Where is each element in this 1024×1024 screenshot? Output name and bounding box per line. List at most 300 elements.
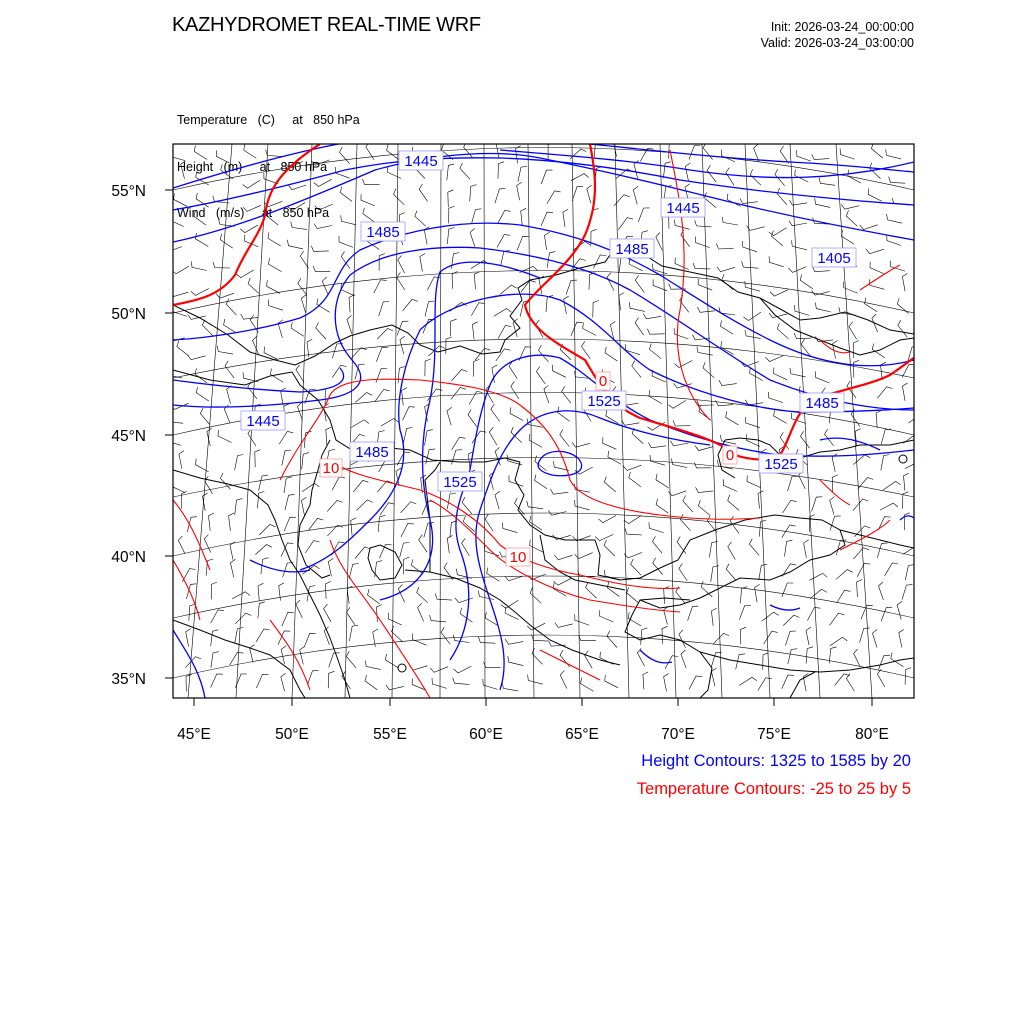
height-label: [661, 198, 705, 217]
wind-barb: [235, 613, 251, 624]
wind-barb: [889, 177, 906, 184]
wind-barb: [902, 585, 912, 600]
wind-barb: [662, 626, 668, 643]
wind-barb: [474, 272, 479, 290]
lat-label: 45°N: [111, 428, 146, 445]
wind-barb: [327, 500, 343, 511]
wind-barb: [897, 601, 902, 619]
wind-barb: [788, 267, 806, 273]
axis-ticks: [165, 190, 872, 706]
wind-barb: [528, 675, 543, 685]
wind-barb: [313, 266, 330, 272]
wind-barb: [575, 500, 590, 510]
wind-barb: [498, 211, 511, 224]
wind-barb: [653, 558, 663, 575]
wind-barb: [397, 273, 405, 291]
wind-barb: [258, 583, 263, 601]
wind-barb: [795, 305, 810, 315]
wind-barb: [789, 221, 807, 226]
wind-barb: [693, 263, 710, 269]
wind-barb: [401, 524, 414, 537]
wind-barb: [283, 563, 294, 578]
wind-barb: [279, 432, 293, 445]
wind-barb: [853, 341, 859, 358]
wind-barb: [719, 380, 737, 385]
wind-barb: [726, 411, 739, 425]
wind-barb: [575, 614, 589, 625]
svg-text:10: 10: [322, 460, 340, 477]
wind-barb: [548, 143, 554, 160]
wind-barb: [877, 387, 892, 399]
field-wind: Wind (m/s) at 850 hPa: [177, 206, 330, 220]
wind-barb: [629, 472, 641, 487]
svg-text:0: 0: [725, 447, 735, 464]
temperature-label: [723, 446, 737, 464]
wind-barb: [663, 162, 671, 178]
wind-barb: [447, 228, 454, 245]
wind-barb: [575, 467, 593, 474]
wind-barb: [765, 356, 783, 362]
wind-barb: [853, 499, 868, 510]
wind-barb: [594, 141, 601, 158]
wind-barb: [836, 570, 853, 580]
wind-barb: [539, 345, 549, 362]
wind-barb: [402, 388, 407, 406]
wind-barb: [545, 232, 550, 250]
wind-barb: [622, 420, 640, 425]
wind-barb: [347, 586, 352, 604]
wind-barb: [209, 513, 214, 531]
wind-barb: [307, 586, 315, 602]
height-label: [759, 454, 803, 473]
wind-barb: [216, 293, 234, 298]
wind-barb: [474, 359, 480, 376]
wind-barb: [196, 387, 209, 401]
wind-barb: [181, 161, 186, 179]
wind-barb: [825, 429, 834, 446]
wind-barb: [447, 164, 454, 181]
wind-barb: [441, 627, 450, 644]
wind-barb: [762, 612, 779, 621]
field-temperature: Temperature (C) at 850 hPa: [177, 113, 360, 127]
wind-barb: [905, 565, 914, 581]
wind-barb: [547, 191, 561, 204]
wind-barb: [243, 372, 258, 382]
wind-barb: [298, 278, 307, 295]
wind-barb: [426, 449, 435, 464]
wind-barb: [502, 683, 518, 691]
wind-barb: [314, 224, 332, 229]
wind-barb: [500, 285, 517, 294]
wind-barb: [191, 289, 209, 296]
wind-barb: [457, 569, 472, 579]
wind-barb: [213, 262, 230, 268]
wind-barb: [681, 650, 686, 668]
wind-barb: [807, 607, 820, 620]
wind-barb: [675, 360, 693, 367]
wind-barb: [595, 534, 613, 540]
wind-barb: [375, 390, 390, 402]
wind-barb: [673, 421, 690, 427]
wind-barb: [643, 672, 648, 690]
wind-barb: [726, 168, 734, 186]
wind-barb: [435, 594, 452, 601]
wind-barb: [849, 322, 857, 340]
wind-barb: [455, 598, 473, 603]
wind-barb: [510, 407, 523, 420]
wind-barb: [719, 307, 735, 315]
wind-barb: [468, 410, 477, 427]
wind-barb: [788, 476, 798, 491]
wind-barb: [711, 608, 716, 626]
wind-barb: [902, 383, 907, 401]
wind-barb: [815, 198, 831, 207]
wind-barb: [649, 522, 664, 532]
wind-barb: [178, 536, 185, 554]
wind-barb: [668, 400, 686, 408]
wind-barb: [355, 393, 372, 403]
wind-barb: [281, 646, 286, 664]
wind-barb: [229, 513, 234, 531]
wind-barb: [689, 676, 702, 689]
temperature-label: [506, 548, 530, 566]
wind-barb: [854, 360, 860, 377]
wind-barb: [485, 514, 493, 531]
wind-barb: [607, 631, 617, 648]
wind-barb: [594, 255, 607, 269]
wind-barb: [846, 674, 854, 692]
wind-barb: [680, 514, 690, 531]
wind-barb: [398, 255, 405, 273]
wind-barb: [332, 365, 346, 377]
wind-barb: [281, 673, 286, 691]
lon-label: 55°E: [373, 726, 407, 743]
map-title: KAZHYDROMET REAL-TIME WRF: [172, 14, 481, 36]
wind-barb: [311, 160, 329, 165]
wind-barb: [495, 491, 500, 509]
wind-barb: [339, 236, 353, 248]
wind-barb: [191, 261, 207, 270]
wind-barb: [782, 675, 794, 689]
wind-barb: [282, 612, 294, 626]
wind-barb: [625, 344, 640, 355]
wind-barb: [774, 410, 787, 424]
wind-barb: [558, 407, 570, 422]
svg-text:1405: 1405: [817, 250, 851, 267]
svg-text:10: 10: [509, 549, 527, 566]
wind-barb: [288, 240, 304, 249]
wind-barb: [361, 194, 375, 206]
wind-barb: [501, 250, 510, 266]
wind-barb: [870, 262, 884, 274]
wind-barb: [832, 475, 838, 492]
wind-barb: [854, 548, 869, 559]
height-label: [610, 239, 654, 258]
temperature-label: [320, 459, 342, 477]
wind-barb: [532, 635, 549, 642]
wind-barb: [740, 587, 747, 604]
wind-barb: [353, 480, 368, 492]
svg-text:1485: 1485: [615, 241, 649, 258]
wind-barb: [598, 516, 616, 523]
wind-barb: [698, 279, 712, 291]
wind-barb: [711, 668, 716, 686]
wind-barb: [365, 675, 377, 690]
wind-barb: [618, 218, 633, 230]
lon-label: 45°E: [177, 726, 211, 743]
wind-barb: [653, 536, 663, 553]
wind-barb: [855, 429, 860, 447]
wind-barb: [777, 323, 788, 339]
wind-barb: [517, 236, 529, 250]
wind-barb: [879, 582, 884, 600]
wind-barb: [830, 637, 847, 645]
wind-barb: [376, 369, 387, 383]
wind-barb: [453, 678, 470, 685]
wind-barb: [782, 525, 796, 538]
wind-barb: [167, 416, 183, 424]
wind-barb: [419, 184, 428, 201]
wind-barb: [632, 361, 641, 378]
wind-barb: [656, 233, 663, 251]
wind-barb: [530, 588, 541, 604]
svg-text:1485: 1485: [366, 224, 400, 241]
wind-barb: [204, 535, 210, 553]
wind-barb: [739, 605, 750, 619]
wind-barb: [498, 162, 504, 179]
wind-barb: [887, 214, 903, 223]
wind-barb: [683, 496, 693, 513]
wind-barb: [220, 234, 232, 248]
wind-barb: [267, 280, 280, 293]
wind-barb: [830, 613, 845, 625]
wind-barb: [401, 502, 417, 513]
wind-barb: [571, 174, 589, 181]
svg-text:1485: 1485: [805, 395, 839, 412]
wind-barb: [302, 565, 319, 574]
wind-barb: [403, 428, 412, 444]
wind-barb: [255, 545, 271, 555]
wind-barb: [812, 154, 830, 159]
wind-barb: [451, 388, 466, 400]
wind-barb: [225, 361, 234, 378]
wind-barb: [351, 518, 356, 536]
wind-barb: [593, 301, 599, 318]
wind-barb: [188, 355, 206, 360]
wind-barb: [703, 143, 713, 160]
wind-barb: [560, 671, 567, 689]
wind-barb: [502, 523, 517, 533]
wind-barb: [470, 185, 477, 202]
svg-text:1445: 1445: [404, 153, 438, 170]
wind-barb: [619, 256, 627, 272]
wind-barb: [792, 240, 807, 250]
wind-barb: [296, 600, 303, 618]
wind-barb: [450, 319, 456, 336]
wind-barb: [722, 217, 738, 225]
wind-barb: [689, 146, 700, 160]
wind-barb: [376, 348, 387, 362]
wind-barb: [810, 589, 827, 599]
wind-barb: [638, 208, 649, 222]
wind-barb: [902, 273, 907, 291]
wind-barb: [728, 542, 736, 560]
wind-barb: [230, 652, 244, 665]
wind-barb: [566, 280, 577, 294]
wind-barb: [696, 487, 714, 492]
wind-barb: [541, 212, 553, 226]
wind-barb: [769, 256, 784, 267]
wind-barb: [505, 639, 523, 644]
wind-barb: [883, 481, 900, 490]
wind-barb: [505, 576, 523, 581]
wind-barb: [236, 270, 254, 278]
wind-barb: [853, 455, 870, 465]
wind-barb: [419, 535, 427, 552]
svg-text:1485: 1485: [355, 444, 389, 461]
wind-barb: [365, 661, 381, 670]
wind-barb: [230, 542, 235, 560]
wind-barb: [259, 475, 268, 491]
wind-barb: [908, 414, 925, 423]
wind-barb: [785, 540, 793, 556]
wind-barb: [860, 225, 878, 230]
wind-barb: [347, 607, 355, 624]
wind-barb: [688, 606, 699, 621]
wind-barb: [697, 347, 713, 356]
wind-barb: [256, 629, 270, 642]
wind-barb: [430, 615, 447, 622]
wind-barb: [394, 189, 405, 205]
wind-barb: [681, 230, 690, 247]
wind-barb: [783, 500, 797, 513]
wind-barb: [400, 336, 405, 354]
wind-barb: [302, 453, 309, 470]
wind-barb: [281, 543, 293, 557]
wind-barb: [357, 500, 373, 511]
wind-barb: [447, 535, 452, 553]
wind-barb: [291, 322, 304, 336]
wind-barb: [381, 419, 399, 427]
wind-barb: [653, 279, 667, 290]
wind-barb: [649, 344, 661, 359]
wind-barb: [508, 656, 524, 665]
wind-barb: [380, 503, 394, 515]
svg-text:1445: 1445: [246, 413, 280, 430]
lon-label: 70°E: [661, 726, 695, 743]
lat-label: 35°N: [111, 671, 146, 688]
wind-barb: [478, 637, 495, 643]
wind-barb: [248, 382, 257, 399]
wind-barb: [224, 319, 237, 333]
wind-barb: [726, 564, 736, 581]
wind-barb: [403, 407, 415, 421]
wind-barb: [572, 186, 583, 200]
wind-barb: [605, 675, 618, 688]
lat-label: 50°N: [111, 306, 146, 323]
wind-barb: [763, 653, 769, 670]
wind-barb: [679, 564, 687, 581]
wind-barb: [425, 430, 433, 446]
wind-barb: [387, 145, 399, 160]
wind-barb: [454, 666, 472, 673]
wind-barb: [288, 185, 306, 190]
height-label: [361, 222, 405, 241]
svg-text:1525: 1525: [764, 456, 798, 473]
wind-barb: [211, 630, 219, 646]
wind-barb: [772, 231, 784, 246]
wind-barb: [716, 244, 733, 250]
wind-barb: [241, 314, 259, 319]
wind-barb: [603, 437, 617, 449]
wind-barb: [742, 261, 759, 268]
wind-barb: [232, 592, 250, 599]
wind-barb: [244, 144, 257, 158]
wind-barb: [304, 633, 316, 647]
wind-barb: [647, 329, 664, 335]
wind-barb: [300, 646, 305, 664]
wind-barb: [307, 671, 318, 685]
wind-barb: [288, 203, 306, 211]
wind-barb: [496, 349, 511, 361]
wind-barb: [769, 228, 787, 236]
wind-barb: [328, 558, 333, 576]
wind-barb: [259, 524, 275, 535]
wind-barb: [521, 280, 536, 292]
wind-barb: [717, 267, 735, 272]
wind-barb: [866, 249, 884, 254]
wind-barb: [417, 587, 428, 603]
wind-barb: [332, 477, 345, 490]
wind-barb: [404, 557, 410, 574]
lon-label: 65°E: [565, 726, 599, 743]
wind-barb: [315, 204, 333, 210]
wind-barb: [799, 471, 806, 489]
wind-barb: [521, 208, 526, 226]
wind-barb: [379, 545, 391, 559]
wind-barb: [472, 322, 477, 340]
temperature-legend: Temperature Contours: -25 to 25 by 5: [636, 780, 911, 798]
wind-barb: [349, 564, 359, 579]
wind-barb: [185, 657, 201, 668]
wind-barb: [425, 301, 434, 316]
wind-barb: [403, 299, 418, 311]
wind-barb: [415, 211, 426, 227]
wind-barb: [711, 652, 721, 667]
lat-label: 40°N: [111, 549, 146, 566]
wind-barb: [494, 309, 512, 317]
wind-barb: [747, 226, 765, 231]
wind-barb: [898, 320, 907, 337]
wind-barb: [179, 451, 184, 469]
height-legend: Height Contours: 1325 to 1585 by 20: [641, 752, 911, 770]
wind-barb: [635, 275, 644, 292]
wind-barb: [186, 629, 191, 647]
wind-barb: [619, 293, 624, 311]
wind-barb: [699, 406, 711, 421]
wind-barb: [785, 631, 796, 646]
wind-barb: [448, 190, 454, 207]
wind-barb: [676, 587, 686, 604]
wind-barb: [462, 538, 470, 556]
wind-barb: [535, 475, 547, 489]
wind-barb: [679, 630, 686, 648]
wind-barb: [174, 193, 187, 206]
wind-barb: [255, 450, 260, 467]
wind-barb: [497, 235, 510, 248]
height-label: [800, 393, 844, 412]
wind-barb: [194, 146, 207, 160]
